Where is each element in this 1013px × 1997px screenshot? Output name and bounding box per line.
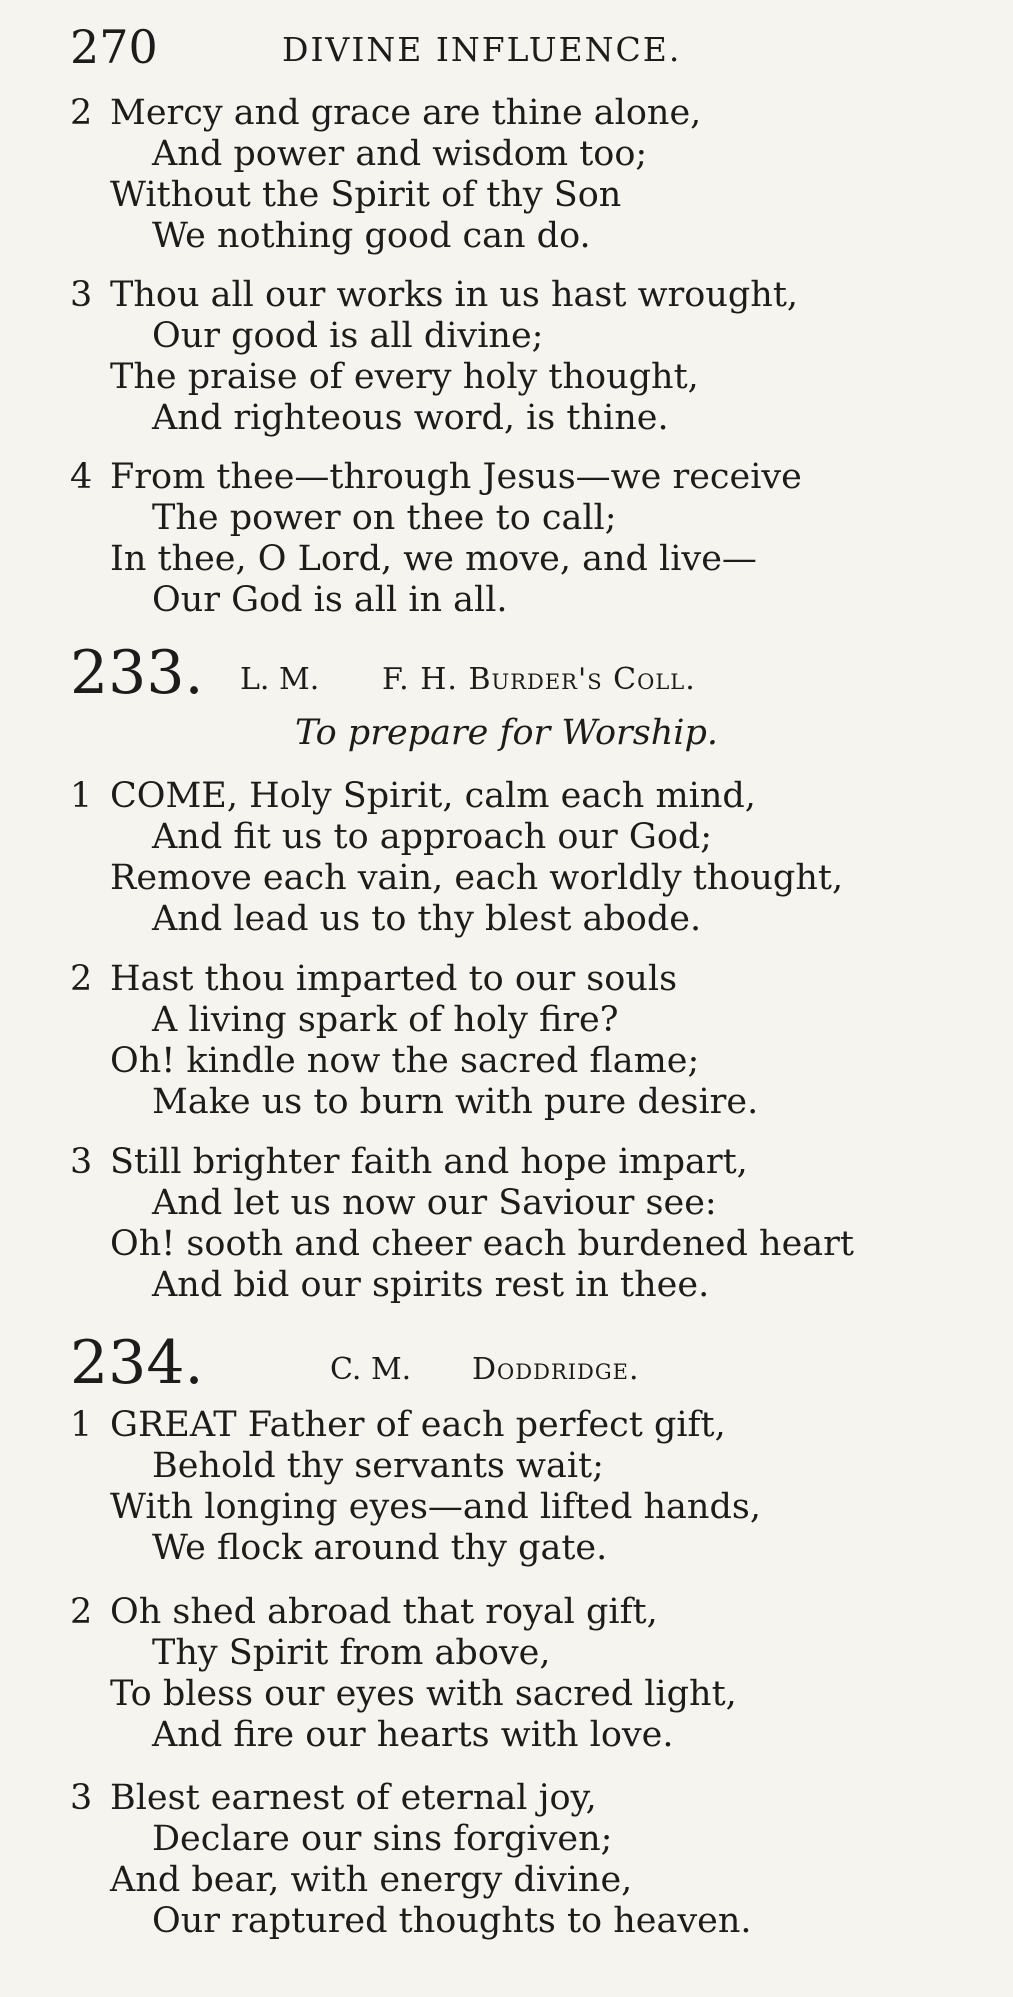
verse-line: And let us now our Saviour see: [152,1183,717,1223]
verse-line: A living spark of holy fire? [152,1000,619,1040]
verse-line: Mercy and grace are thine alone, [110,93,702,133]
verse-line: Thy Spirit from above, [152,1633,551,1673]
verse-line: Our God is all in all. [152,580,508,620]
verse-number: 3 [70,1778,93,1818]
verse-line: We nothing good can do. [152,216,591,256]
verse-number: 2 [70,1592,93,1632]
page-number: 270 [70,20,158,74]
verse-line: And bid our spirits rest in thee. [152,1265,710,1305]
verse-line: GREAT Father of each perfect gift, [110,1405,726,1445]
verse-number: 3 [70,275,93,315]
verse-line: With longing eyes—and lifted hands, [110,1487,761,1527]
verse-line: Remove each vain, each worldly thought, [110,858,844,898]
verse-line: And bear, with energy divine, [110,1860,633,1900]
verse-line: We flock around thy gate. [152,1528,608,1568]
verse-line: Thou all our works in us hast wrought, [110,275,799,315]
verse-line: Behold thy servants wait; [152,1446,604,1486]
verse-line: To bless our eyes with sacred light, [110,1674,737,1714]
hymn-author: F. H. Burder's Coll. [382,662,696,697]
verse-line: Oh shed abroad that royal gift, [110,1592,658,1632]
hymn-meter: L. M. [240,662,320,697]
hymn-number: 233. [70,638,204,708]
verse-line: Still brighter faith and hope impart, [110,1142,748,1182]
verse-line: Hast thou imparted to our souls [110,959,678,999]
verse-line: And fire our hearts with love. [152,1715,674,1755]
verse-number: 2 [70,93,93,133]
verse-line: Declare our sins forgiven; [152,1819,613,1859]
verse-line: The power on thee to call; [152,498,617,538]
verse-line: And lead us to thy blest abode. [152,899,702,939]
verse-number: 1 [70,776,93,816]
page-header [70,18,770,78]
verse-line: Oh! sooth and cheer each burdened heart [110,1224,854,1264]
verse-line: And power and wisdom too; [152,134,648,174]
verse-line: Make us to burn with pure desire. [152,1082,759,1122]
verse-line: COME, Holy Spirit, calm each mind, [110,776,756,816]
verse-number: 1 [70,1405,93,1445]
verse-line: From thee—through Jesus—we receive [110,457,802,497]
verse-line: Without the Spirit of thy Son [110,175,622,215]
verse-line: The praise of every holy thought, [110,357,699,397]
verse-number: 2 [70,959,93,999]
verse-line: Oh! kindle now the sacred flame; [110,1041,700,1081]
verse-number: 3 [70,1142,93,1182]
verse-line: In thee, O Lord, we move, and live— [110,539,757,579]
verse-number: 4 [70,457,93,497]
verse-line: And fit us to approach our God; [152,817,713,857]
verse-line: And righteous word, is thine. [152,398,669,438]
hymn-author: Doddridge. [472,1352,640,1387]
running-title: DIVINE INFLUENCE. [282,30,682,69]
verse-line: Our raptured thoughts to heaven. [152,1901,752,1941]
verse-line: Blest earnest of eternal joy, [110,1778,597,1818]
hymn-title: To prepare for Worship. [294,713,719,753]
hymn-meter: C. M. [330,1352,412,1387]
hymn-number: 234. [70,1328,204,1398]
verse-line: Our good is all divine; [152,316,544,356]
